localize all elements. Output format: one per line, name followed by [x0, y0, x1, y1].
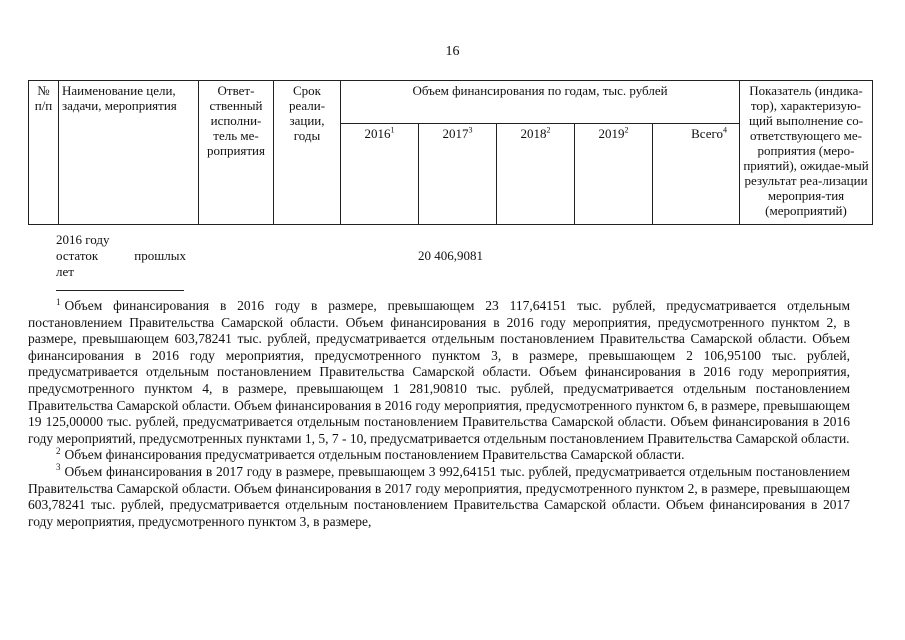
footnote-2: $^2$ Объем финансирования предусматривается отдельным постановлением Правительства Самарской области. — [56, 445, 685, 463]
footnote-divider — [56, 290, 184, 291]
header-year-2019: 2019$^2$ — [575, 124, 653, 225]
footnotes — [28, 298, 850, 530]
page-number: 16 — [445, 44, 460, 59]
footnote-3: $^3$ Объем финансирования в 2017 году в размере, превышающем 3 992,64151 тыс. рублей, предусматривается отдельным постановлением Правительства Самарской области. Объем финансирования в 2017 году мероприятия, предусмотренного пунктом 2, в размере, превышающем 603,78241 тыс. рублей, предусматривается отдельным постановлением Правительства Самарской области. Объем финансирования в 2017 году мероприятия, предусмотренного пунктом 3, в размере, — [28, 462, 850, 529]
carryover-label — [56, 232, 186, 280]
financing-table — [28, 80, 873, 225]
footnote-1: $^1$ Объем финансирования в 2016 году в размере, превышающем 23 117,64151 тыс. рублей, предусматривается отдельным постановлением Правительства Самарской области. Объем финансирования в 2016 году мероприятия, предусмотренного пунктом 2, в размере, превышающем 603,78241 тыс. рублей, предусматривается отдельным постановлением Правительства Самарской области. Объем финансирования в 2016 году мероприятия, предусмотренного пунктом 3, в размере, превышающем 2 106,95100 тыс. рублей, предусматривается отдельным постановлением Правительства Самарской области. Объем финансирования в 2016 году мероприятия, предусмотренного пунктом 4, в размере, превышающем 1 281,90810 тыс. рублей, предусматривается отдельным постановлением Правительства Самарской области. Объем финансирования в 2016 году мероприятия, предусмотренного пунктом 6, в размере, превышающем 19 125,00000 тыс. рублей, предусматривается отдельным постановлением Правительства Самарской области. Объем финансирования в 2016 году мероприятий, предусмотренных пунктами 1, 5, 7 - 10, предусматривается отдельным постановлением Правительства Самарской области. — [28, 296, 850, 446]
header-year-2017: 2017$^3$ — [419, 124, 497, 225]
header-responsible: Ответ-ственный исполни-тель ме-роприятия — [199, 81, 274, 225]
header-financing: Объем финансирования по годам, тыс. рублей — [341, 81, 740, 124]
header-num: № п/п — [29, 81, 59, 225]
header-year-2016: 2016$^1$ — [341, 124, 419, 225]
carryover-line3: лет — [56, 264, 74, 279]
carryover-line2: остаток прошлых — [56, 248, 186, 263]
header-year-2018: 2018$^2$ — [497, 124, 575, 225]
header-total: Всего$^4$ — [653, 124, 740, 225]
carryover-value: 20 406,9081 — [418, 248, 483, 263]
header-term: Срок реали-зации, годы — [274, 81, 341, 225]
carryover-line1: 2016 году — [56, 232, 110, 247]
header-indicator: Показатель (индика-тор), характеризую-щий выполнение со-ответствующего ме-роприятия (меро-приятий), ожидае-мый результат реа-лизации мероприя-тия (мероприятий) — [740, 81, 873, 225]
header-name: Наименование цели, задачи, мероприятия — [59, 81, 199, 225]
